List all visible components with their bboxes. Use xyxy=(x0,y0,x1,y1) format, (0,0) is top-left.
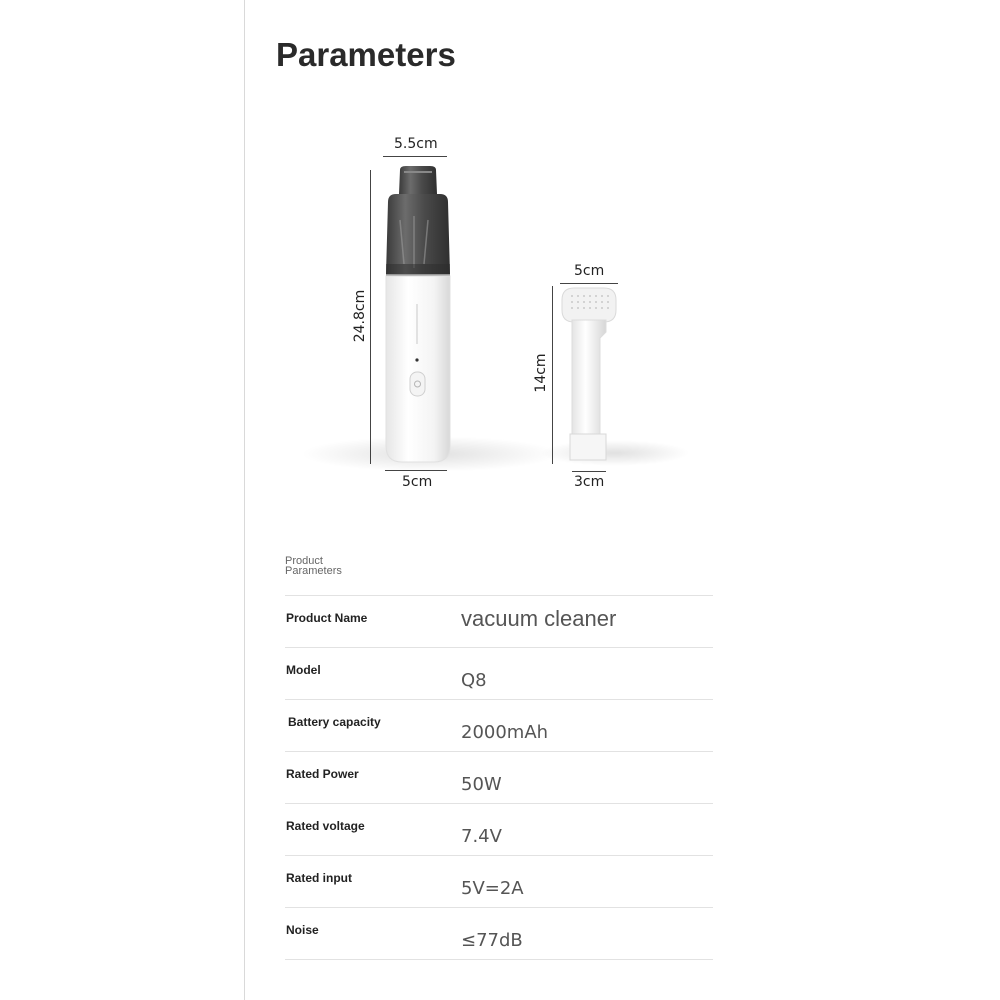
table-row xyxy=(285,907,713,960)
param-value: vacuum cleaner xyxy=(461,606,617,631)
page-title: Parameters xyxy=(276,36,456,73)
section-label-line2: Parameters xyxy=(285,565,342,577)
param-value: 5V=2A xyxy=(461,878,524,899)
param-value: 2000mAh xyxy=(461,722,549,743)
vacuum-top-width-line xyxy=(383,156,447,157)
section-label-line1: Product xyxy=(285,555,323,567)
table-row xyxy=(285,803,713,855)
param-name: Model xyxy=(286,663,321,677)
param-value: ≤77dB xyxy=(461,930,523,951)
table-row xyxy=(285,855,713,907)
param-name: Rated input xyxy=(286,871,352,885)
vacuum-height-label: 24.8cm xyxy=(352,289,368,343)
page-left-border xyxy=(244,0,245,1000)
table-row xyxy=(285,751,713,803)
param-value: Q8 xyxy=(461,670,487,691)
table-row xyxy=(285,699,713,751)
brush-height-label: 14cm xyxy=(533,353,549,393)
brush-attachment-image xyxy=(558,286,620,464)
handheld-vacuum-image xyxy=(380,164,456,466)
vacuum-top-width-label: 5.5cm xyxy=(394,136,438,152)
param-value: 50W xyxy=(461,774,502,795)
table-row xyxy=(285,595,713,647)
brush-bottom-width-line xyxy=(572,471,606,472)
brush-bottom-width-label: 3cm xyxy=(574,474,605,490)
vacuum-bottom-width-label: 5cm xyxy=(402,474,433,490)
brush-top-width-label: 5cm xyxy=(574,263,605,279)
brush-height-line xyxy=(552,286,553,464)
param-value: 7.4V xyxy=(461,826,502,847)
param-name: Rated voltage xyxy=(286,819,365,833)
parameters-table xyxy=(285,595,713,960)
table-row xyxy=(285,647,713,699)
param-name: Rated Power xyxy=(286,767,359,781)
param-name: Noise xyxy=(286,923,319,937)
brush-top-width-line xyxy=(560,283,618,284)
vacuum-height-line xyxy=(370,170,371,464)
param-name: Battery capacity xyxy=(288,715,381,729)
section-label xyxy=(285,556,342,576)
param-name: Product Name xyxy=(286,611,368,625)
